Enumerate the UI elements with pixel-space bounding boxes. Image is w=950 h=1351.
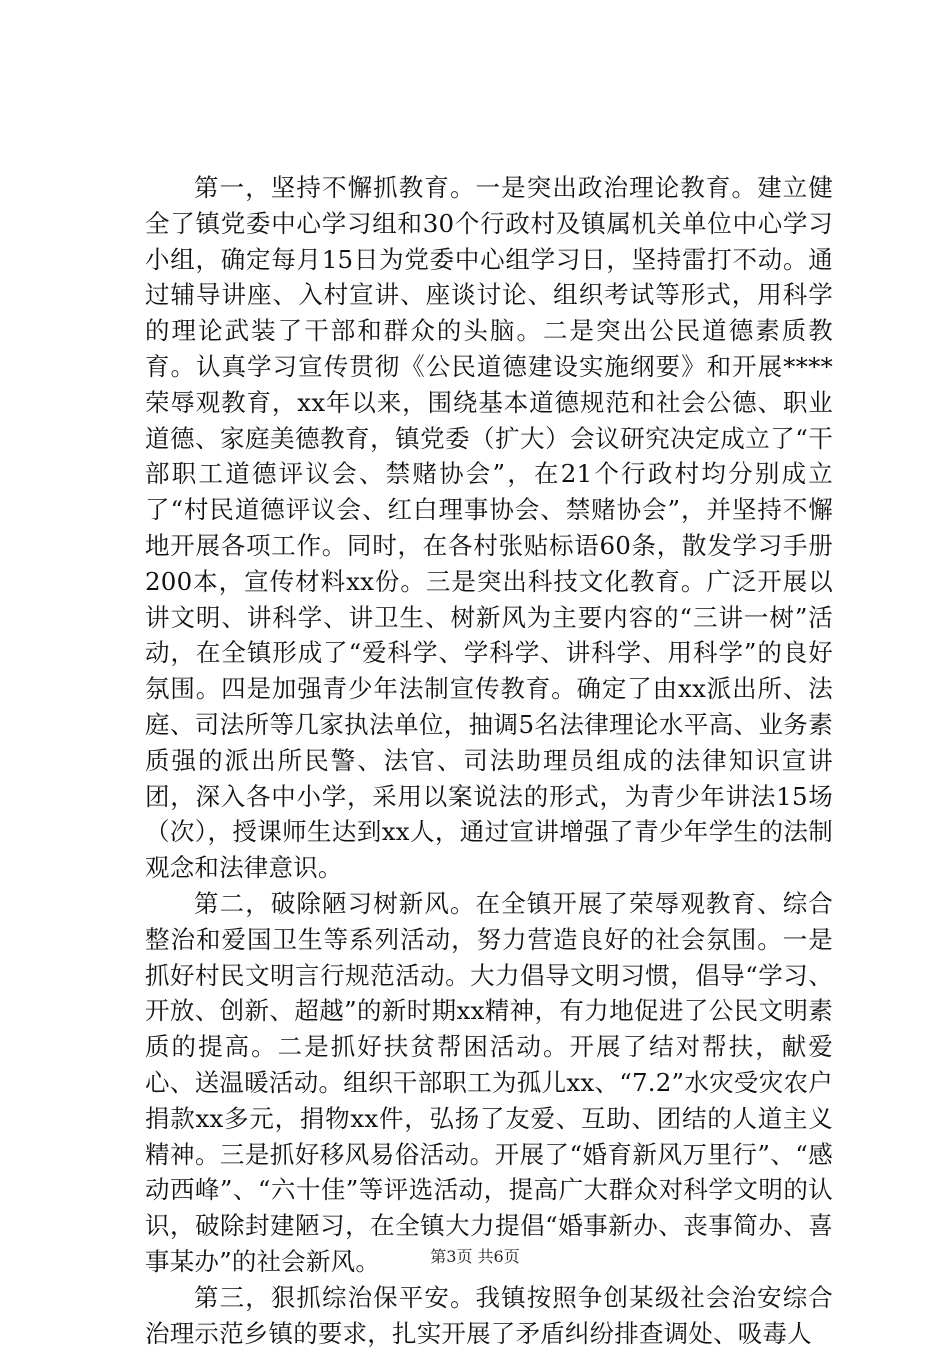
paragraph-education: 第一，坚持不懈抓教育。一是突出政治理论教育。建立健全了镇党委中心学习组和30个行政村及镇属机关单位中心学习小组，确定每月15日为党委中心组学习日，坚持雷打不动。通过辅导讲座、入村宣讲、座谈讨论、组织考试等形式，用科学的理论武装了干部和群众的头脑。二是突出公民道德素质教育。认真学习宣传贯彻《公民道德建设实施纲要》和开展****荣辱观教育，xx年以来，围绕基本道德规范和社会公德、职业道德、家庭美德教育，镇党委（扩大）会议研究决定成立了“干部职工道德评议会、禁赌协会”，在21个行政村均分别成立了“村民道德评议会、红白理事协会、禁赌协会”，并坚持不懈地开展各项工作。同时，在各村张贴标语60条，散发学习手册200本，宣传材料xx份。三是突出科技文化教育。广泛开展以讲文明、讲科学、讲卫生、树新风为主要内容的“三讲一树”活动，在全镇形成了“爱科学、学科学、讲科学、用科学”的良好氛围。四是加强青少年法制宣传教育。确定了由xx派出所、法庭、司法所等几家执法单位，抽调5名法律理论水平高、业务素质强的派出所民警、法官、司法助理员组成的法律知识宣讲团，深入各中小学，采用以案说法的形式，为青少年讲法15场（次），授课师生达到xx人，通过宣讲增强了青少年学生的法制观念和法律意识。 bbox=[145, 173, 833, 883]
page-number-footer: 第3页 共6页 bbox=[430, 1247, 520, 1266]
document-body bbox=[145, 170, 833, 1351]
paragraph-public-security: 第三，狠抓综治保平安。我镇按照争创某级社会治安综合治理示范乡镇的要求，扎实开展了矛盾纠纷排查调处、吸毒人 bbox=[145, 1282, 833, 1348]
paragraph-new-customs: 第二，破除陋习树新风。在全镇开展了荣辱观教育、综合整治和爱国卫生等系列活动，努力营造良好的社会氛围。一是抓好村民文明言行规范活动。大力倡导文明习惯，倡导“学习、开放、创新、超越”的新时期xx精神，有力地促进了公民文明素质的提高。二是抓好扶贫帮困活动。开展了结对帮扶，献爱心、送温暖活动。组织干部职工为孤儿xx、“7.2”水灾受灾农户捐款xx多元，捐物xx件，弘扬了友爱、互助、团结的人道主义精神。三是抓好移风易俗活动。开展了“婚育新风万里行”、“感动西峰”、“六十佳”等评选活动，提高广大群众对科学文明的认识，破除封建陋习，在全镇大力提倡“婚事新办、丧事简办、喜事某办”的社会新风。 bbox=[145, 888, 833, 1276]
